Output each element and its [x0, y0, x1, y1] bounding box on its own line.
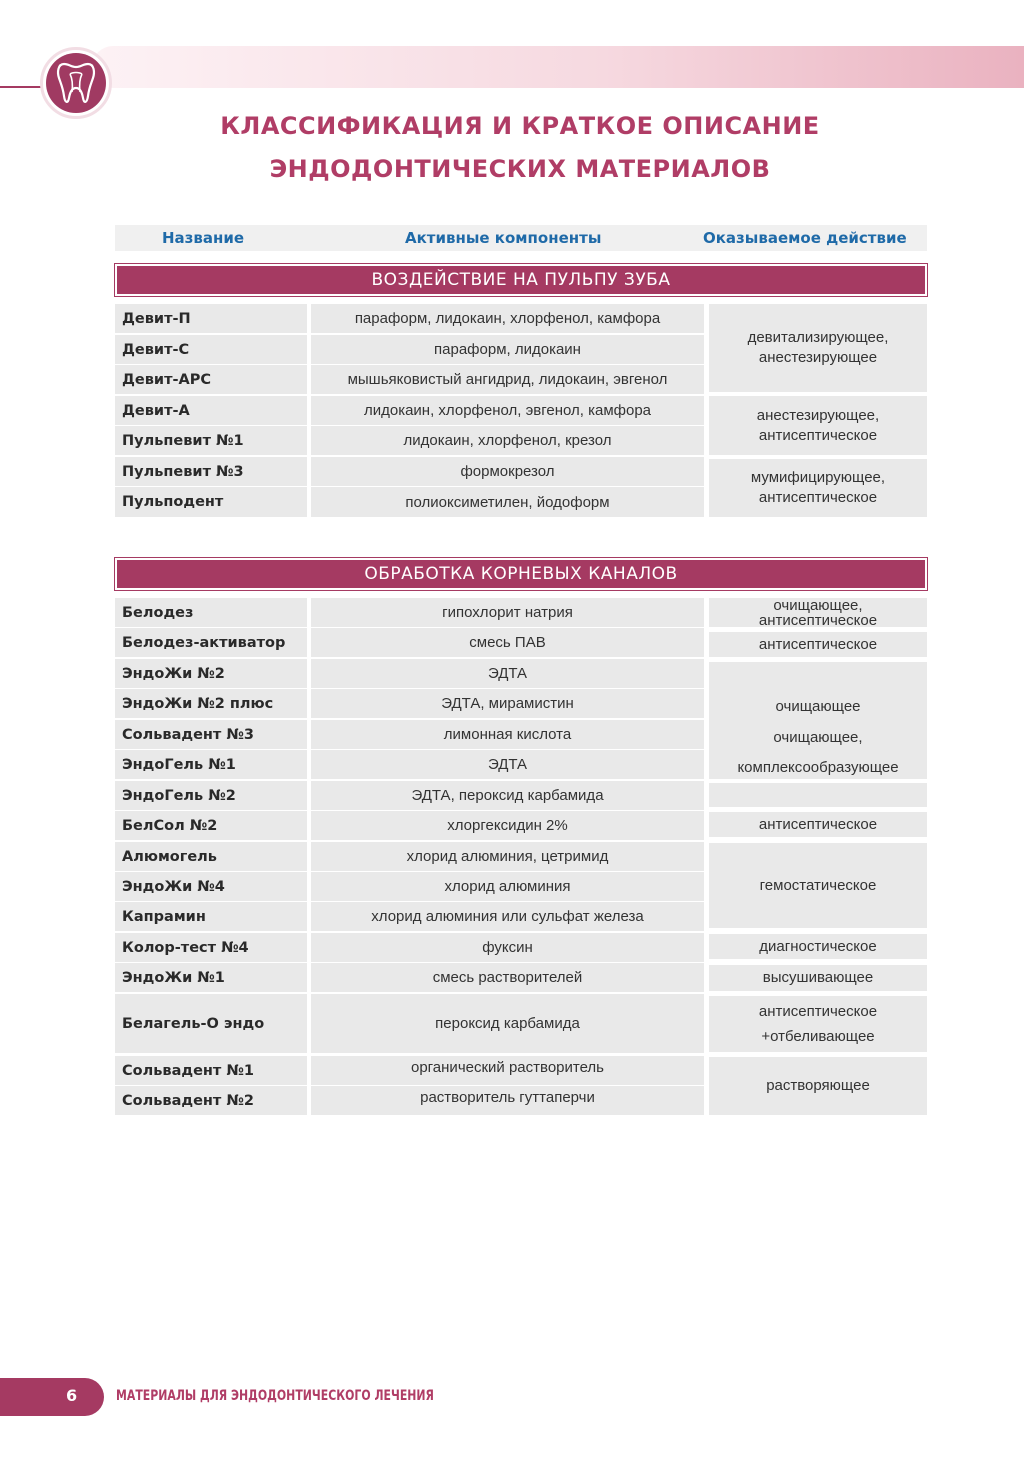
effect-line: очищающее [775, 698, 861, 715]
table-row-name: Белодез-активатор [115, 628, 307, 657]
table-row-components: смесь ПАВ [311, 628, 704, 657]
table-row-name: Алюмогель [115, 842, 307, 871]
table-row-name: Сольвадент №1 [115, 1056, 307, 1085]
table-row-components: ЭДТА, пероксид карбамида [311, 781, 704, 810]
table-row-name: ЭндоЖи №4 [115, 872, 307, 901]
effect-line: +отбеливающее [761, 1028, 875, 1045]
effect-cell-cleaning [709, 662, 927, 779]
effect-cell-hemostatic: гемостатическое [709, 843, 927, 928]
table-row-name: ЭндоГель №2 [115, 781, 307, 810]
table-row-name: ЭндоЖи №2 [115, 659, 307, 688]
effect-cell-drying: высушивающее [709, 965, 927, 991]
column-header-name: Название [162, 229, 245, 247]
table-row-components: пероксид карбамида [311, 994, 704, 1053]
tooth-icon [56, 60, 96, 106]
effect-cell-belsol: антисептическое [709, 812, 927, 837]
table-row-name: Капрамин [115, 902, 307, 931]
effect-cell-empty [709, 783, 927, 807]
effect-line: антисептическое [758, 1003, 878, 1020]
effect-line: антисептическое [758, 426, 878, 444]
table-row-name: Белодез [115, 598, 307, 627]
table-row-components: ЭДТА [311, 659, 704, 688]
table-row-components: фуксин [311, 933, 704, 962]
table-row-components: хлорид алюминия, цетримид [311, 842, 704, 871]
table-row-name: Сольвадент №2 [115, 1086, 307, 1115]
effect-line: очищающее, [773, 728, 863, 746]
page-title-line1: КЛАССИФИКАЦИЯ И КРАТКОЕ ОПИСАНИЕ [220, 112, 820, 140]
effect-line: анестезирующее, [756, 406, 880, 424]
column-header-components: Активные компоненты [405, 229, 602, 247]
table-row-components: хлорид алюминия или сульфат железа [311, 902, 704, 931]
effect-line: антисептическое [758, 489, 878, 506]
table-row-components: лидокаин, хлорфенол, крезол [311, 426, 704, 455]
footer-page-tab [0, 1378, 104, 1416]
page-title-line2: ЭНДОДОНТИЧЕСКИХ МАТЕРИАЛОВ [269, 155, 771, 183]
table-row-components: растворитель гуттаперчи [311, 1086, 704, 1115]
logo [46, 53, 106, 113]
table-row-components: органический растворитель [311, 1056, 704, 1085]
column-header-effect: Оказываемое действие [703, 229, 907, 247]
effect-cell-activator: антисептическое [709, 632, 927, 657]
effect-cell-anesthetic [709, 396, 927, 455]
page-number: 6 [66, 1386, 78, 1405]
effect-cell-dissolving: растворяющее [709, 1057, 927, 1115]
section-title-pulp: ВОЗДЕЙСТВИЕ НА ПУЛЬПУ ЗУБА [115, 264, 927, 296]
effect-cell-belodez [709, 598, 927, 627]
table-row-name: БелСол №2 [115, 811, 307, 840]
table-row-name: Белагель-О эндо [115, 994, 307, 1053]
table-row-components: смесь растворителей [311, 963, 704, 992]
effect-line: девитализирующее, [747, 329, 889, 346]
running-title: МАТЕРИАЛЫ ДЛЯ ЭНДОДОНТИЧЕСКОГО ЛЕЧЕНИЯ [116, 1388, 434, 1404]
table-row-components: лидокаин, хлорфенол, эвгенол, камфора [311, 396, 704, 425]
table-row-components: хлорид алюминия [311, 872, 704, 901]
table-row-components: гипохлорит натрия [311, 598, 704, 627]
table-row-name: ЭндоЖи №1 [115, 963, 307, 992]
effect-line: антисептическое [758, 611, 878, 629]
table-row-name: Пульпевит №3 [115, 457, 307, 486]
table-row-components: хлоргексидин 2% [311, 811, 704, 840]
table-row-components: формокрезол [311, 457, 704, 486]
table-row-name: Сольвадент №3 [115, 720, 307, 749]
table-row-components: лимонная кислота [311, 720, 704, 749]
effect-cell-devitalizing [709, 304, 927, 392]
effect-cell-belagel [709, 996, 927, 1052]
effect-line: анестезирующее [758, 349, 878, 366]
header-band [92, 46, 1024, 88]
effect-line: очищающее, [773, 596, 863, 614]
table-row-name: Девит-А [115, 396, 307, 425]
table-row-name: ЭндоЖи №2 плюс [115, 689, 307, 718]
table-row-name: Девит-АРС [115, 365, 307, 394]
effect-cell-mummifying [709, 459, 927, 517]
table-row-components: ЭДТА [311, 750, 704, 779]
effect-line: комплексообразующее [737, 759, 899, 776]
table-row-name: Колор-тест №4 [115, 933, 307, 962]
table-row-name: Пульподент [115, 487, 307, 517]
table-row-name: Пульпевит №1 [115, 426, 307, 455]
effect-line: мумифицирующее, [750, 469, 886, 486]
table-row-name: ЭндоГель №1 [115, 750, 307, 779]
table-row-components: параформ, лидокаин [311, 335, 704, 364]
table-row-components: ЭДТА, мирамистин [311, 689, 704, 718]
table-row-name: Девит-С [115, 335, 307, 364]
table-row-components: параформ, лидокаин, хлорфенол, камфора [311, 304, 704, 333]
table-row-name: Девит-П [115, 304, 307, 333]
table-row-components: мышьяковистый ангидрид, лидокаин, эвгенол [311, 365, 704, 394]
effect-cell-diagnostic: диагностическое [709, 934, 927, 959]
table-row-components: полиоксиметилен, йодоформ [311, 487, 704, 517]
section-title-canals: ОБРАБОТКА КОРНЕВЫХ КАНАЛОВ [115, 558, 927, 590]
